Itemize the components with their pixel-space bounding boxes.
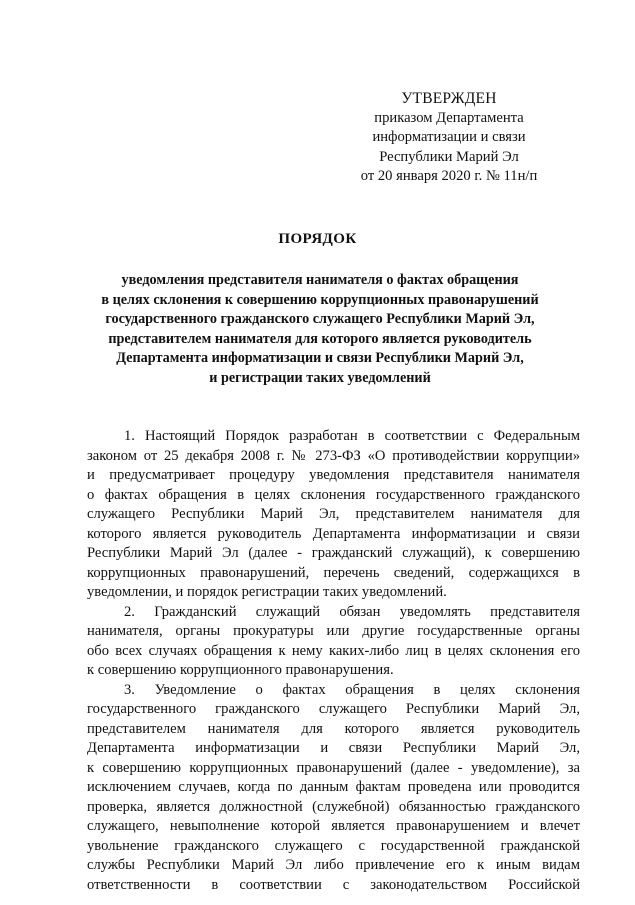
document-title: ПОРЯДОК xyxy=(278,231,357,247)
paragraph-1 xyxy=(87,427,580,603)
paragraph-line: законом от 25 декабря 2008 г. № 273-ФЗ «О противодействии коррупции» xyxy=(87,447,580,464)
subtitle-line: государственного гражданского служащего Республики Марий Эл, xyxy=(105,311,535,327)
approval-date-line: от 20 января 2020 г. № 11н/п xyxy=(360,168,538,184)
subtitle-line: Департамента информатизации и связи Республики Марий Эл, xyxy=(116,350,524,366)
paragraph-line: нанимателя, органы прокуратуры или другие государственные органы xyxy=(87,623,580,639)
approval-stamp xyxy=(338,89,560,187)
paragraph-line: представителем нанимателя для которого является руководитель xyxy=(87,720,580,737)
paragraph-line: коррупционных правонарушений, перечень сведений, содержащихся в xyxy=(87,564,580,581)
subtitle-line: представителем нанимателя для которого является руководитель xyxy=(108,330,532,347)
subtitle-line: уведомления представителя нанимателя о фактах обращения xyxy=(121,272,519,288)
paragraph-line: к совершению коррупционного правонарушения. xyxy=(87,662,394,678)
paragraph-line: обо всех случаях обращения к нему каких-либо лиц в целях склонения его xyxy=(87,642,580,659)
paragraph-3 xyxy=(87,681,580,896)
paragraph-line: службы Республики Марий Эл либо привлечение его к иным видам xyxy=(87,857,580,873)
paragraph-line: служащего Республики Марий Эл, представителем нанимателя для xyxy=(87,506,580,522)
subtitle-line: в целях склонения к совершению коррупционных правонарушений xyxy=(101,291,539,308)
paragraph-line: 3. Уведомление о фактах обращения в целях склонения xyxy=(124,681,580,698)
paragraph-line: проверка, является должностной (служебной) обязанностью гражданского xyxy=(87,798,580,815)
paragraph-line: 2. Гражданский служащий обязан уведомлять представителя xyxy=(124,603,580,620)
paragraph-line: исключением случаев, когда по данным фактам проведена или проводится xyxy=(87,779,580,795)
paragraph-line: увольнение гражданского служащего с государственной гражданской xyxy=(87,837,580,854)
approval-line: Республики Марий Эл xyxy=(379,148,519,165)
paragraph-line: к совершению коррупционных правонарушений (далее - уведомление), за xyxy=(87,759,580,776)
paragraph-line: ответственности в соответствии с законодательством Российской xyxy=(87,876,580,893)
paragraph-2 xyxy=(87,603,580,681)
paragraph-line: 1. Настоящий Порядок разработан в соответствии с Федеральным xyxy=(124,428,580,444)
approval-line: информатизации и связи xyxy=(372,129,526,145)
paragraph-line: о фактах обращения в целях склонения государственного гражданского xyxy=(87,486,580,503)
document-body xyxy=(87,427,580,895)
paragraph-line: государственного гражданского служащего Республики Марий Эл, xyxy=(87,701,580,717)
paragraph-line: и предусматривает процедуру уведомления представителя нанимателя xyxy=(87,467,580,483)
approval-heading: УТВЕРЖДЕН xyxy=(401,90,497,107)
paragraph-line: уведомлении, и порядок регистрации таких уведомлений. xyxy=(87,584,447,600)
document-subtitle xyxy=(60,271,580,388)
paragraph-line: Департамента информатизации и связи Республики Марий Эл, xyxy=(87,740,580,756)
paragraph-line: служащего, невыполнение которой является правонарушением и влечет xyxy=(87,818,580,834)
paragraph-line: которого является руководитель Департамента информатизации и связи xyxy=(87,525,580,542)
subtitle-line: и регистрации таких уведомлений xyxy=(209,369,431,386)
paragraph-line: Республики Марий Эл (далее - гражданский служащий), к совершению xyxy=(87,545,580,561)
approval-line: приказом Департамента xyxy=(374,109,524,126)
